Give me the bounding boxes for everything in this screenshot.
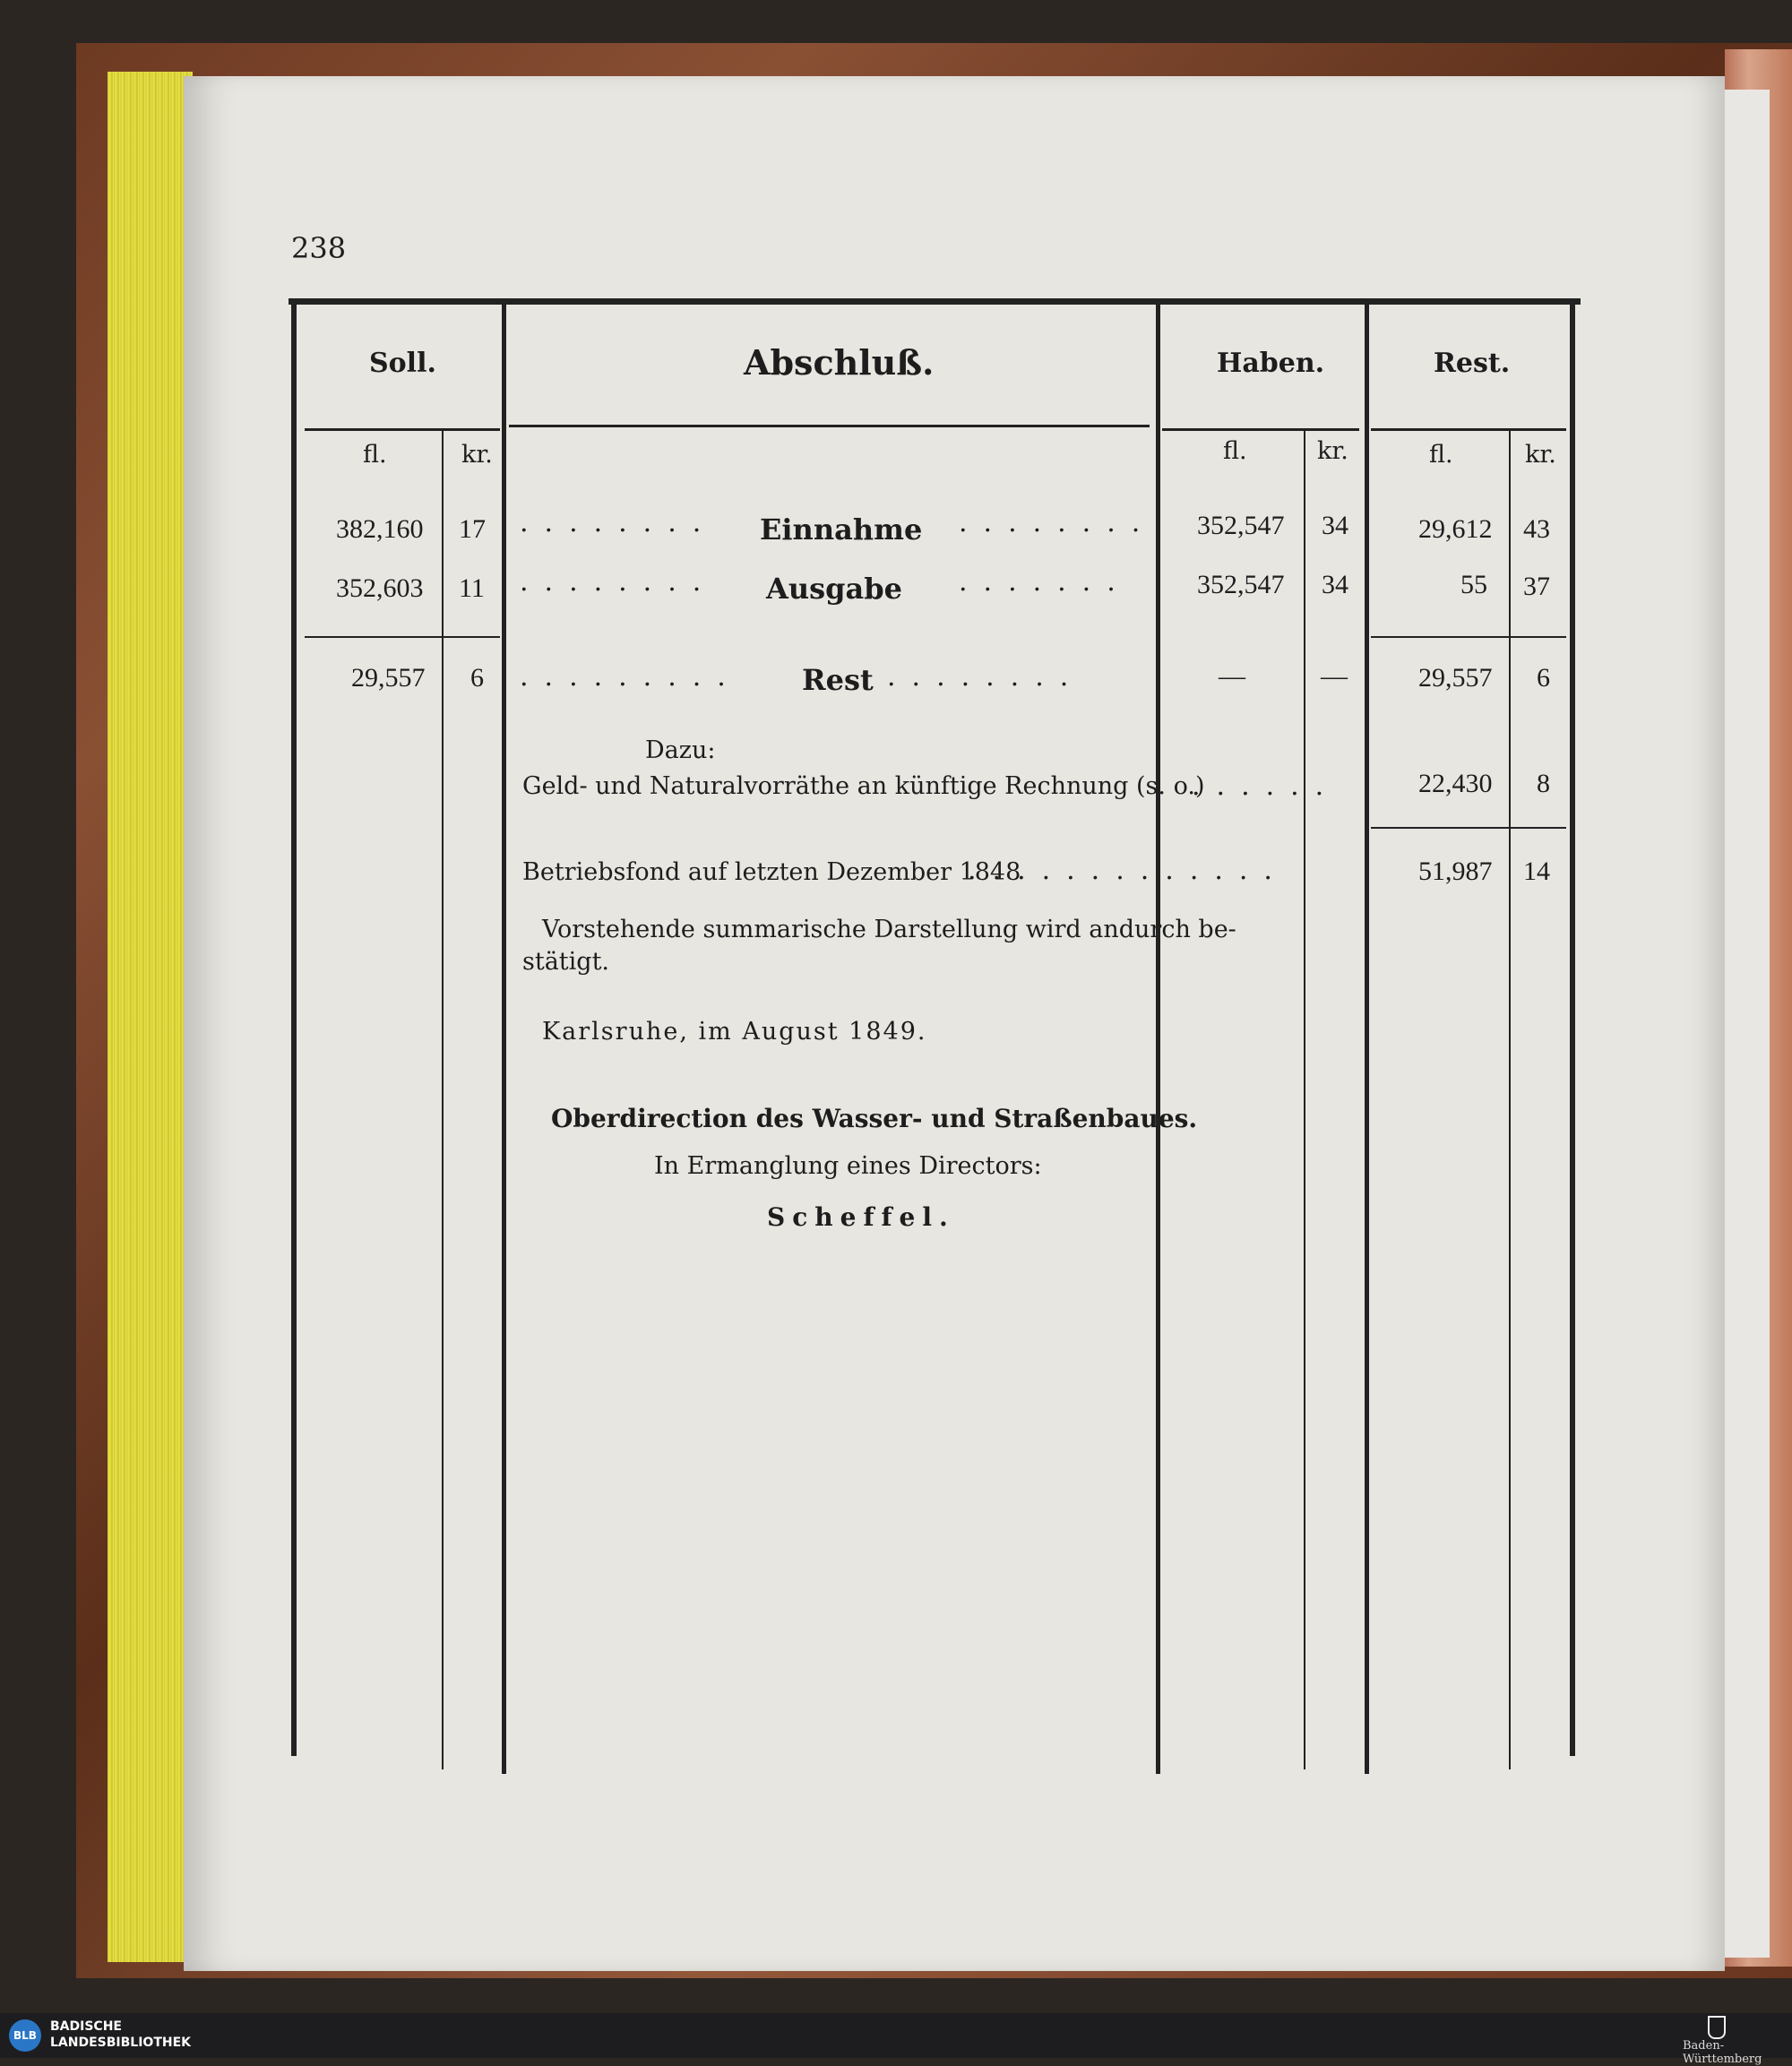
rest-dots-right: ........ xyxy=(887,661,1085,693)
rest-rest-kr: 6 xyxy=(1537,663,1550,693)
dazu-label: Dazu: xyxy=(645,736,716,764)
ausgabe-haben-fl: 352,547 xyxy=(1197,570,1285,599)
einnahme-rest-fl: 29,612 xyxy=(1418,514,1493,544)
betrieb-rest-fl: 51,987 xyxy=(1418,857,1493,886)
state-name: Baden-Württemberg xyxy=(1683,2039,1762,2066)
viewer-footer xyxy=(0,2013,1792,2058)
ausgabe-soll-kr: 11 xyxy=(459,573,485,603)
einnahme-haben-kr: 34 xyxy=(1322,511,1348,540)
unit-soll-fl: fl. xyxy=(363,441,387,469)
state-crest-icon xyxy=(1708,2016,1726,2039)
library-name xyxy=(50,2019,191,2051)
rest-haben-kr: — xyxy=(1321,661,1348,691)
library-name-line2: LANDESBIBLIOTHEK xyxy=(50,2036,192,2050)
ausgabe-dots-left: ........ xyxy=(520,566,718,598)
geld-dots: ...... xyxy=(1192,770,1340,802)
signature: Scheffel. xyxy=(767,1202,955,1232)
rule-header-soll xyxy=(305,428,500,431)
header-haben: Haben. xyxy=(1217,348,1325,379)
einnahme-soll-fl: 382,160 xyxy=(336,514,424,544)
ausgabe-label: Ausgabe xyxy=(766,572,902,606)
rule-sum-rest xyxy=(1371,636,1566,638)
ausgabe-rest-kr: 37 xyxy=(1523,572,1550,601)
einnahme-soll-kr: 17 xyxy=(459,514,486,544)
betrieb-rest-kr: 14 xyxy=(1523,857,1550,886)
einnahme-dots-right: ........ xyxy=(959,507,1157,538)
rule-soll-kr xyxy=(442,430,444,1769)
rule-haben-start xyxy=(1156,305,1160,1774)
einnahme-dots-left: ........ xyxy=(520,507,718,538)
rule-sum-soll xyxy=(305,636,500,638)
library-logo: BLB xyxy=(9,2019,41,2052)
rest-label: Rest xyxy=(802,663,874,697)
rule-geld-rest xyxy=(1371,827,1566,829)
page-edges xyxy=(108,72,193,1962)
rest-soll-kr: 6 xyxy=(470,663,484,693)
einnahme-rest-kr: 43 xyxy=(1523,514,1550,544)
rule-soll-end xyxy=(502,305,506,1774)
betrieb-text: Betriebsfond auf letzten Dezember 1848 xyxy=(522,858,1021,886)
header-soll: Soll. xyxy=(369,348,436,379)
geld-rest-kr: 8 xyxy=(1537,769,1550,798)
betrieb-dots: ............. xyxy=(968,855,1288,886)
unit-haben-fl: fl. xyxy=(1223,437,1247,465)
rule-rest-kr xyxy=(1509,430,1511,1769)
library-name-line1: BADISCHE xyxy=(50,2019,122,2034)
rule-haben-kr xyxy=(1304,430,1305,1769)
header-rest: Rest. xyxy=(1434,348,1511,379)
einnahme-haben-fl: 352,547 xyxy=(1197,511,1285,540)
geld-text: Geld- und Naturalvorräthe an künftige Rechnung (s. o.) xyxy=(522,772,1205,800)
acting-note: In Ermanglung eines Directors: xyxy=(654,1152,1042,1180)
place-date: Karlsruhe, im August 1849. xyxy=(542,1018,927,1046)
rule-rest-start xyxy=(1365,305,1369,1774)
confirm-line1: Vorstehende summarische Darstellung wird andurch be- xyxy=(542,916,1236,943)
authority: Oberdirection des Wasser- und Straßenbaues. xyxy=(551,1104,1198,1133)
ausgabe-haben-kr: 34 xyxy=(1322,570,1348,599)
unit-haben-kr: kr. xyxy=(1317,437,1348,465)
unit-rest-fl: fl. xyxy=(1429,441,1453,469)
ausgabe-soll-fl: 352,603 xyxy=(336,573,424,603)
header-abschluss: Abschluß. xyxy=(744,342,935,383)
rule-left xyxy=(291,305,297,1756)
rest-rest-fl: 29,557 xyxy=(1418,663,1493,693)
unit-soll-kr: kr. xyxy=(461,441,493,469)
ausgabe-rest-fl: 55 xyxy=(1460,570,1487,599)
facing-page xyxy=(1720,90,1770,1958)
confirm-line2: stätigt. xyxy=(522,948,610,976)
ausgabe-dots-right: ....... xyxy=(959,566,1132,598)
rest-haben-fl: — xyxy=(1219,661,1245,691)
rule-header-rest xyxy=(1371,428,1566,431)
rule-header-haben xyxy=(1162,428,1359,431)
rest-soll-fl: 29,557 xyxy=(351,663,426,693)
page-number: 238 xyxy=(291,231,347,265)
rule-header-mid xyxy=(509,425,1150,427)
rule-right xyxy=(1570,305,1575,1756)
geld-rest-fl: 22,430 xyxy=(1418,769,1493,798)
rest-dots-left: ......... xyxy=(520,661,742,693)
einnahme-label: Einnahme xyxy=(760,512,923,547)
unit-rest-kr: kr. xyxy=(1525,441,1556,469)
